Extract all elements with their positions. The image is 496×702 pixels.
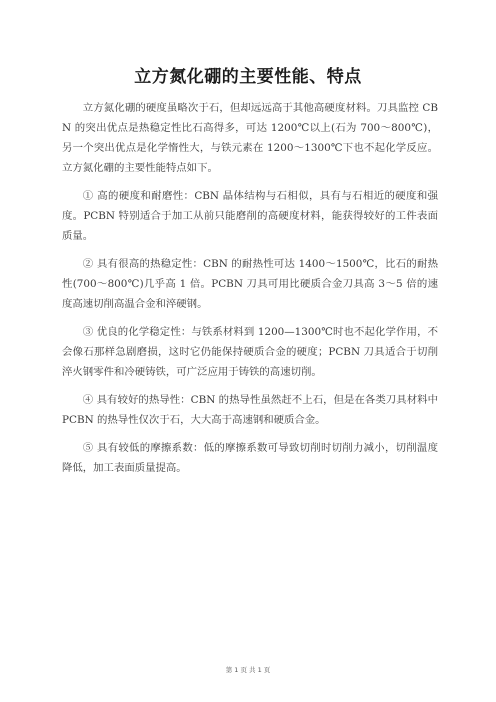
property-paragraph-thermal-conductivity: ④ 具有较好的热导性：CBN 的热导性虽然赶不上石，但是在各类刀具材料中 PCBN 的热导性仅次于石，大大高于高速钢和硬质合金。: [62, 394, 438, 426]
document-title: 立方氮化硼的主要性能、特点: [134, 67, 362, 87]
page-footer: 第 1 页 共 1 页: [225, 666, 271, 674]
document-body: [62, 98, 438, 486]
property-paragraph-friction: ⑤ 具有较低的摩擦系数：低的摩擦系数可导致切削时切削力减小，切削温度降低，加工表面质量提高。: [62, 442, 438, 474]
intro-paragraph: 立方氮化硼的硬度虽略次于石，但却远远高于其他高硬度材料。刀具监控 CBN 的突出优点是热稳定性比石高得多，可达 1200℃以上(石为 700～800℃)，另一个突出优点是化学惰性大，与铁元素在 1200～1300℃下也不起化学反应。立方氮化硼的主要性能特点如下。: [62, 102, 438, 174]
property-paragraph-chemical-stability: ③ 优良的化学稳定性：与铁系材料到 1200—1300℃时也不起化学作用，不会像石那样急剧磨损，这时它仍能保持硬质合金的硬度；PCBN 刀具适合于切削淬火钢零件和冷硬铸铁，可广泛应用于铸铁的高速切削。: [62, 326, 438, 378]
property-paragraph-hardness: ① 高的硬度和耐磨性：CBN 晶体结构与石相似，具有与石相近的硬度和强度。PCBN 特别适合于加工从前只能磨削的高硬度材料，能获得较好的工件表面质量。: [62, 190, 438, 242]
property-paragraph-thermal-stability: ② 具有很高的热稳定性：CBN 的耐热性可达 1400～1500℃，比石的耐热性(700～800℃)几乎高 1 倍。PCBN 刀具可用比硬质合金刀具高 3～5 倍的速度高速切削高温合金和淬硬钢。: [62, 258, 438, 310]
